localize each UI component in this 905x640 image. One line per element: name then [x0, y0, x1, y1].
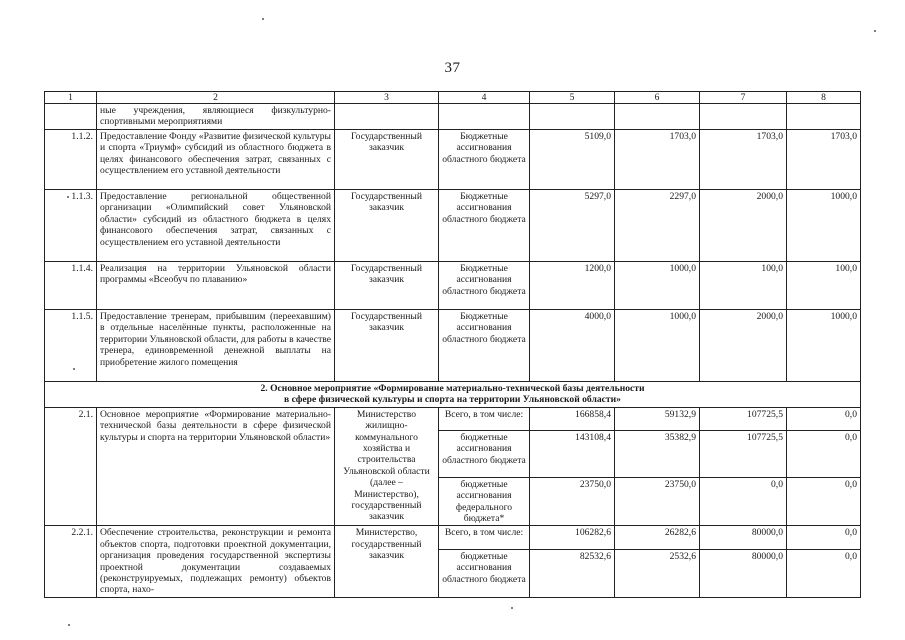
measure-text: Предоставление тренерам, прибывшим (переехавшим) в отдельные населённые пункты, расположенные на территории Ульяновской области, для работы в качестве тренера, единовременной денежной выплаты на приобретение жилого помещения — [97, 310, 335, 382]
column-number: 2 — [97, 92, 335, 104]
item-number: 1.1.3. — [45, 190, 97, 262]
value-cell: 107725,5 — [700, 430, 787, 477]
table-row — [45, 526, 861, 549]
value-cell: 0,0 — [787, 526, 861, 549]
customer-cell: Министерство жилищно-коммунального хозяйства и строительства Ульяновской области (далее – Министерство), государственный заказчик — [335, 407, 439, 526]
value-cell: 100,0 — [700, 262, 787, 310]
item-number: 1.1.5. — [45, 310, 97, 382]
value-cell: 80000,0 — [700, 526, 787, 549]
value-cell: 1703,0 — [615, 130, 700, 190]
funding-source: бюджетные ассигнования областного бюджета — [439, 549, 530, 597]
funding-source: Бюджетные ассигнования областного бюджета — [439, 310, 530, 382]
value-cell: 1703,0 — [700, 130, 787, 190]
table-row — [45, 407, 861, 430]
scan-speck — [67, 196, 69, 198]
column-number: 5 — [530, 92, 615, 104]
table-row — [45, 310, 861, 382]
program-table — [44, 91, 861, 598]
value-cell: 143108,4 — [530, 430, 615, 477]
column-number: 1 — [45, 92, 97, 104]
value-cell: 1703,0 — [787, 130, 861, 190]
value-cell: 166858,4 — [530, 407, 615, 430]
value-cell: 1000,0 — [615, 310, 700, 382]
table-row — [45, 130, 861, 190]
value-cell: 0,0 — [787, 477, 861, 526]
value-cell: 0,0 — [787, 407, 861, 430]
section-heading-line: в сфере физической культуры и спорта на территории Ульяновской области» — [284, 394, 621, 406]
value-cell: 100,0 — [787, 262, 861, 310]
item-number: 2.2.1. — [45, 526, 97, 597]
column-number: 7 — [700, 92, 787, 104]
page-number: 37 — [444, 60, 461, 76]
scan-speck — [874, 30, 876, 32]
column-number: 3 — [335, 92, 439, 104]
value-cell: 2532,6 — [615, 549, 700, 597]
measure-text: Основное мероприятие «Формирование материально-технической базы деятельности в сфере физической культуры и спорта на территории Ульяновской области» — [97, 407, 335, 526]
value-cell: 5297,0 — [530, 190, 615, 262]
funding-source: бюджетные ассигнования областного бюджета — [439, 430, 530, 477]
value-cell: 23750,0 — [615, 477, 700, 526]
customer-cell: Государственный заказчик — [335, 190, 439, 262]
value-cell: 82532,6 — [530, 549, 615, 597]
table-row — [45, 190, 861, 262]
measure-text: Реализация на территории Ульяновской области программы «Всеобуч по плаванию» — [97, 262, 335, 310]
scan-speck — [73, 368, 75, 370]
item-number: 2.1. — [45, 407, 97, 526]
value-cell: 5109,0 — [530, 130, 615, 190]
value-cell: 1000,0 — [615, 262, 700, 310]
scan-speck — [262, 18, 264, 20]
section-heading — [45, 382, 861, 408]
value-cell: 1200,0 — [530, 262, 615, 310]
value-cell: 0,0 — [787, 430, 861, 477]
measure-text: Предоставление Фонду «Развитие физической культуры и спорта «Триумф» субсидий из областного бюджета в целях финансового обеспечения затрат, связанных с осуществлением его уставной деятельности — [97, 130, 335, 190]
column-number: 6 — [615, 92, 700, 104]
value-cell: 1000,0 — [787, 190, 861, 262]
customer-cell: Государственный заказчик — [335, 310, 439, 382]
measure-text: Обеспечение строительства, реконструкции и ремонта объектов спорта, подготовки проектной документации, организация проведения государственной экспертизы проектной документации создаваемых (реконструируемых, подлежащих ремонту) объектов спорта, нахо- — [97, 526, 335, 597]
value-cell: 80000,0 — [700, 549, 787, 597]
column-number-row — [45, 92, 861, 104]
value-cell: 1000,0 — [787, 310, 861, 382]
value-cell: 59132,9 — [615, 407, 700, 430]
value-cell: 0,0 — [700, 477, 787, 526]
funding-source: бюджетные ассигнования федерального бюджета* — [439, 477, 530, 526]
funding-source: Бюджетные ассигнования областного бюджета — [439, 130, 530, 190]
funding-source: Всего, в том числе: — [439, 407, 530, 430]
column-number: 4 — [439, 92, 530, 104]
funding-source: Бюджетные ассигнования областного бюджета — [439, 190, 530, 262]
table-row — [45, 104, 861, 130]
value-cell: 4000,0 — [530, 310, 615, 382]
customer-cell: Государственный заказчик — [335, 262, 439, 310]
value-cell: 23750,0 — [530, 477, 615, 526]
scan-speck — [68, 624, 70, 626]
value-cell: 26282,6 — [615, 526, 700, 549]
value-cell: 107725,5 — [700, 407, 787, 430]
funding-source: Всего, в том числе: — [439, 526, 530, 549]
scan-speck — [511, 607, 513, 609]
section-heading-row — [45, 382, 861, 408]
table-row — [45, 262, 861, 310]
value-cell: 106282,6 — [530, 526, 615, 549]
value-cell: 2000,0 — [700, 310, 787, 382]
value-cell: 35382,9 — [615, 430, 700, 477]
item-number: 1.1.4. — [45, 262, 97, 310]
column-number: 8 — [787, 92, 861, 104]
item-number: 1.1.2. — [45, 130, 97, 190]
funding-source: Бюджетные ассигнования областного бюджета — [439, 262, 530, 310]
value-cell: 2000,0 — [700, 190, 787, 262]
value-cell: 2297,0 — [615, 190, 700, 262]
section-heading-line: 2. Основное мероприятие «Формирование материально-технической базы деятельности — [260, 383, 645, 394]
value-cell: 0,0 — [787, 549, 861, 597]
customer-cell: Министерство, государственный заказчик — [335, 526, 439, 597]
measure-text: ные учреждения, являющиеся физкультурно-спортивными мероприятиями — [97, 104, 335, 130]
customer-cell: Государственный заказчик — [335, 130, 439, 190]
measure-text: Предоставление региональной общественной организации «Олимпийский совет Ульяновской области» субсидий из областного бюджета в целях финансового обеспечения затрат, связанных с осуществлением его уставной деятельности — [97, 190, 335, 262]
